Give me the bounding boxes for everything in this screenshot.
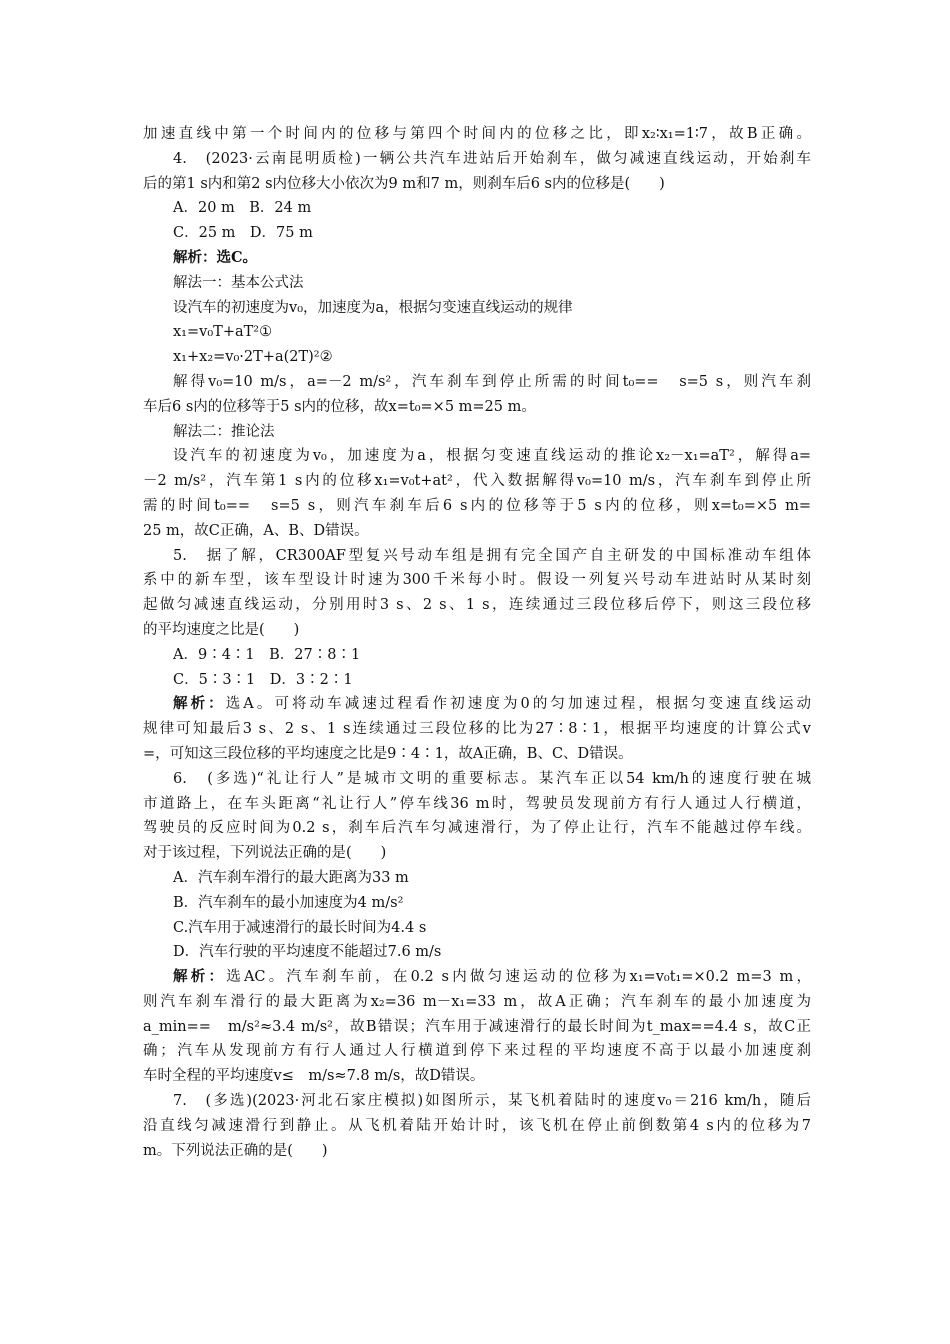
question-5-line: 5. 据了解，CR300AF型复兴号动车组是拥有完全国产自主研发的中国标准动车组体 (173, 547, 811, 564)
formula-line: x₁+x₂=v₀·2T+a(2T)²② (173, 349, 333, 366)
answer-label: 解析： (173, 695, 226, 713)
text-line: 加速直线中第一个时间内的位移与第四个时间内的位移之比，即x₂∶x₁=1∶7，故B正确。 (143, 126, 811, 142)
question-4-line: 4. (2023·云南昆明质检)一辆公共汽车进站后开始刹车，做匀减速直线运动，开始刹车 (173, 150, 811, 167)
text-line: 市道路上，在车头距离“礼让行人”停车线36 m时，驾驶员发现前方有行人通过人行横道， (143, 795, 811, 812)
option-line: D．汽车行驶的平均速度不能超过7.6 m/s (173, 944, 442, 961)
text-line: 车时全程的平均速度v≤ m/s≈7.8 m/s，故D错误。 (143, 1068, 485, 1085)
text-line: －2 m/s²，汽车第1 s内的位移x₁=v₀t+at²，代入数据解得v₀=10 m/s，汽车刹车到停止所 (143, 473, 811, 490)
text-line: 25 m，故C正确，A、B、D错误。 (143, 522, 369, 539)
answer-line: 解析：选C。 (173, 248, 258, 266)
text-line: 沿直线匀减速滑行到静止。从飞机着陆开始计时，该飞机在停止前倒数第4 s内的位移为7 (143, 1117, 811, 1134)
option-line: C．5∶3∶1 D．3∶2∶1 (173, 671, 353, 688)
question-7-line: 7. (多选)(2023·河北石家庄模拟)如图所示，某飞机着陆时的速度v₀＝216 km/h，随后 (173, 1093, 811, 1110)
text-line: 规律可知最后3 s、2 s、1 s连续通过三段位移的比为27∶8∶1，根据平均速度的计算公式v (143, 721, 811, 738)
text-line: 起做匀减速直线运动，分别用时3 s、2 s、1 s，连续通过三段位移后停下，则这三段位移 (143, 597, 811, 614)
text-line: 设汽车的初速度为v₀，加速度为a，根据匀变速直线运动的推论x₂－x₁=aT²，解得a= (173, 448, 811, 465)
text-line: 设汽车的初速度为v₀，加速度为a，根据匀变速直线运动的规律 (173, 299, 573, 316)
text-line: 系中的新车型，该车型设计时速为300千米每小时。假设一列复兴号动车进站时从某时刻 (143, 572, 811, 589)
answer-label: 解析： (173, 968, 227, 986)
answer-line: 解析：选A。可将动车减速过程看作初速度为0的匀加速过程，根据匀变速直线运动 (173, 695, 811, 713)
option-line: A．9∶4∶1 B．27∶8∶1 (173, 646, 361, 663)
option-line: C.汽车用于减速滑行的最长时间为4.4 s (173, 919, 427, 936)
formula-line: x₁=v₀T+aT²① (173, 324, 273, 341)
text-line: 的平均速度之比是( ) (143, 621, 300, 638)
text-line: 车后6 s内的位移等于5 s内的位移，故x=t₀=×5 m=25 m。 (143, 398, 536, 415)
text-line: 需的时间t₀== s=5 s，则汽车刹车后6 s内的位移等于5 s内的位移，则x=t₀=×5 m= (143, 497, 811, 514)
text-line: 后的第1 s内和第2 s内位移大小依次为9 m和7 m，则刹车后6 s内的位移是( ) (143, 175, 665, 192)
option-line: A．20 m B．24 m (173, 200, 312, 217)
option-line: C．25 m D．75 m (173, 225, 313, 242)
option-line: A．汽车刹车滑行的最大距离为33 m (173, 869, 409, 886)
text-line: 解法一：基本公式法 (173, 274, 304, 291)
text-line: m。下列说法正确的是( ) (143, 1142, 328, 1159)
answer-line: 解析：选AC。汽车刹车前，在0.2 s内做匀速运动的位移为x₁=v₀t₁=×0.2 m=3 m， (173, 968, 812, 986)
text-line: 驾驶员的反应时间为0.2 s，刹车后汽车匀减速滑行，为了停止让行，汽车不能越过停车线。 (143, 820, 811, 837)
option-line: B．汽车刹车的最小加速度为4 m/s² (173, 894, 404, 911)
question-6-line: 6. (多选)“礼让行人”是城市文明的重要标志。某汽车正以54 km/h的速度行驶在城 (173, 770, 811, 787)
text-line: 确；汽车从发现前方有行人通过人行横道到停下来过程的平均速度不高于以最小加速度刹 (143, 1043, 811, 1060)
text-line: 对于该过程，下列说法正确的是( ) (143, 845, 387, 862)
text-line: 解法二：推论法 (173, 423, 275, 440)
document-page (143, 122, 811, 1163)
text-line: 解得v₀=10 m/s，a=－2 m/s²，汽车刹车到停止所需的时间t₀== s=5 s，则汽车刹 (173, 373, 811, 390)
text-line: =，可知这三段位移的平均速度之比是9∶4∶1，故A正确，B、C、D错误。 (143, 745, 633, 762)
text-line: 则汽车刹车滑行的最大距离为x₂=36 m－x₁=33 m，故A正确；汽车刹车的最小加速度为 (143, 993, 811, 1010)
text-line: a_min== m/s²≈3.4 m/s²，故B错误；汽车用于减速滑行的最长时间为t_max==4.4 s，故C正 (143, 1018, 811, 1035)
